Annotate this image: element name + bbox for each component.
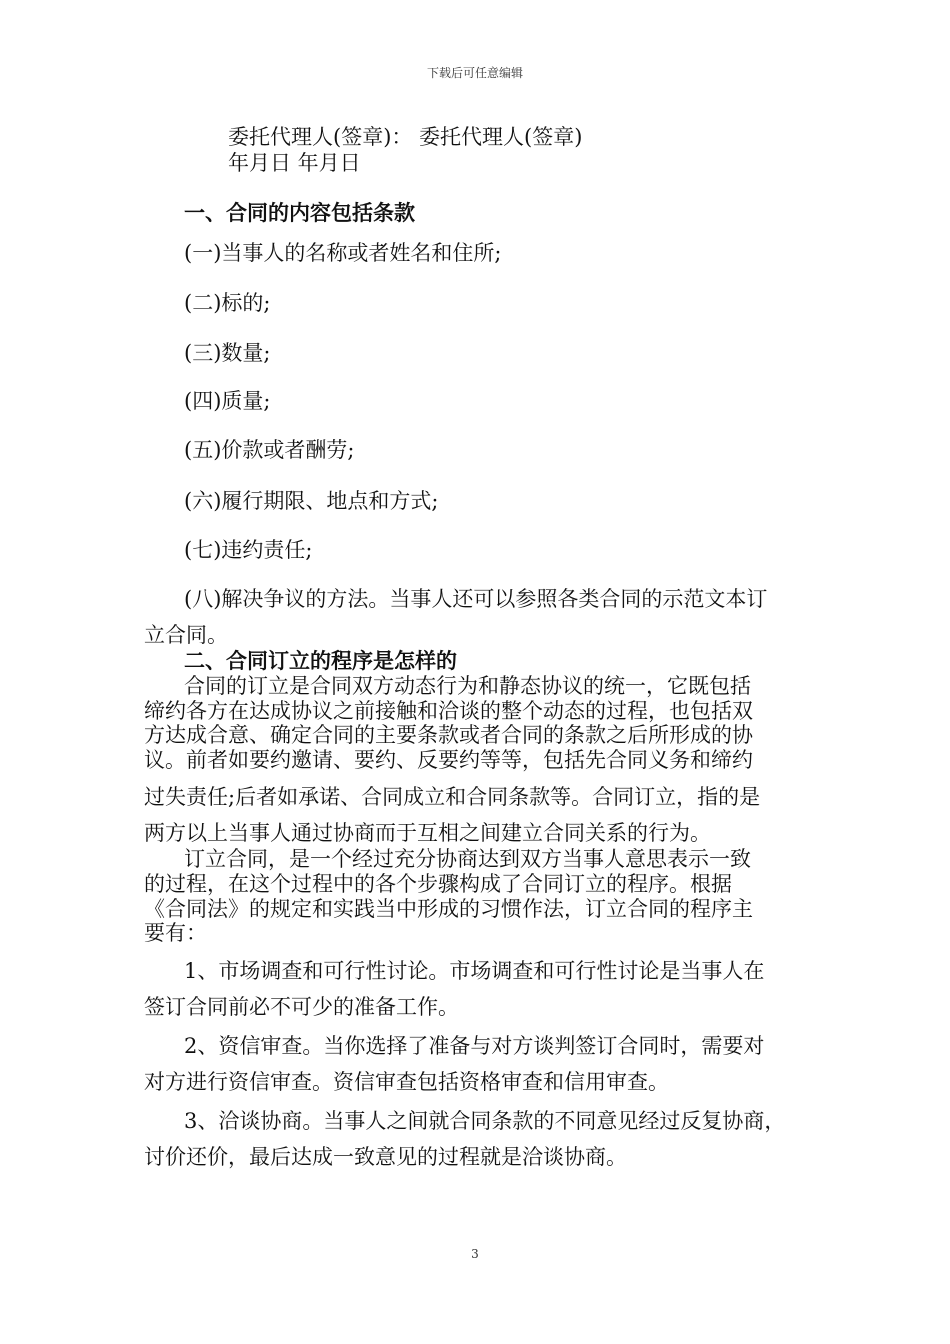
paragraph-line: 合同的订立是合同双方动态行为和静态协议的统一，它既包括 xyxy=(184,674,751,698)
section2-heading: 二、合同订立的程序是怎样的 xyxy=(184,648,457,673)
section1-heading: 一、合同的内容包括条款 xyxy=(184,200,415,225)
paragraph-line: 对方进行资信审查。资信审查包括资格审查和信用审查。 xyxy=(144,1070,669,1094)
paragraph-line: 3、洽谈协商。当事人之间就合同条款的不同意见经过反复协商， xyxy=(184,1109,786,1133)
signature-line-2: 年月日 年月日 xyxy=(228,151,361,175)
paragraph-line: 2、资信审查。当你选择了准备与对方谈判签订合同时，需要对 xyxy=(184,1034,765,1058)
paragraph-line: 订立合同，是一个经过充分协商达到双方当事人意思表示一致 xyxy=(184,847,751,871)
list-item: (二)标的; xyxy=(184,291,271,315)
list-item: (八)解决争议的方法。当事人还可以参照各类合同的示范文本订 xyxy=(184,587,768,611)
paragraph-line: 的过程，在这个过程中的各个步骤构成了合同订立的程序。根据 xyxy=(144,872,732,896)
paragraph-line: 两方以上当事人通过协商而于互相之间建立合同关系的行为。 xyxy=(144,821,711,845)
paragraph-line: 签订合同前必不可少的准备工作。 xyxy=(144,995,459,1019)
signature-line-1: 委托代理人(签章)： 委托代理人(签章) xyxy=(228,125,583,149)
list-item: (四)质量; xyxy=(184,389,271,413)
paragraph-line: 《合同法》的规定和实践当中形成的习惯作法，订立合同的程序主 xyxy=(144,897,753,921)
paragraph-line: 缔约各方在达成协议之前接触和洽谈的整个动态的过程，也包括双 xyxy=(144,699,753,723)
paragraph-line: 1、市场调查和可行性讨论。市场调查和可行性讨论是当事人在 xyxy=(184,959,765,983)
list-item: (六)履行期限、地点和方式; xyxy=(184,489,439,513)
list-item: (三)数量; xyxy=(184,341,271,365)
list-item: (七)违约责任; xyxy=(184,538,313,562)
list-item: (五)价款或者酬劳; xyxy=(184,438,355,462)
list-item: (一)当事人的名称或者姓名和住所; xyxy=(184,241,502,265)
paragraph-line: 要有： xyxy=(144,921,207,945)
paragraph-line: 议。前者如要约邀请、要约、反要约等等，包括先合同义务和缔约 xyxy=(144,748,753,772)
paragraph-line: 讨价还价，最后达成一致意见的过程就是洽谈协商。 xyxy=(144,1145,627,1169)
paragraph-line: 过失责任;后者如承诺、合同成立和合同条款等。合同订立，指的是 xyxy=(144,785,761,809)
list-item-continuation: 立合同。 xyxy=(144,623,228,647)
page-header: 下载后可任意编辑 xyxy=(426,66,523,80)
paragraph-line: 方达成合意、确定合同的主要条款或者合同的条款之后所形成的协 xyxy=(144,723,753,747)
page-number: 3 xyxy=(471,1247,479,1261)
